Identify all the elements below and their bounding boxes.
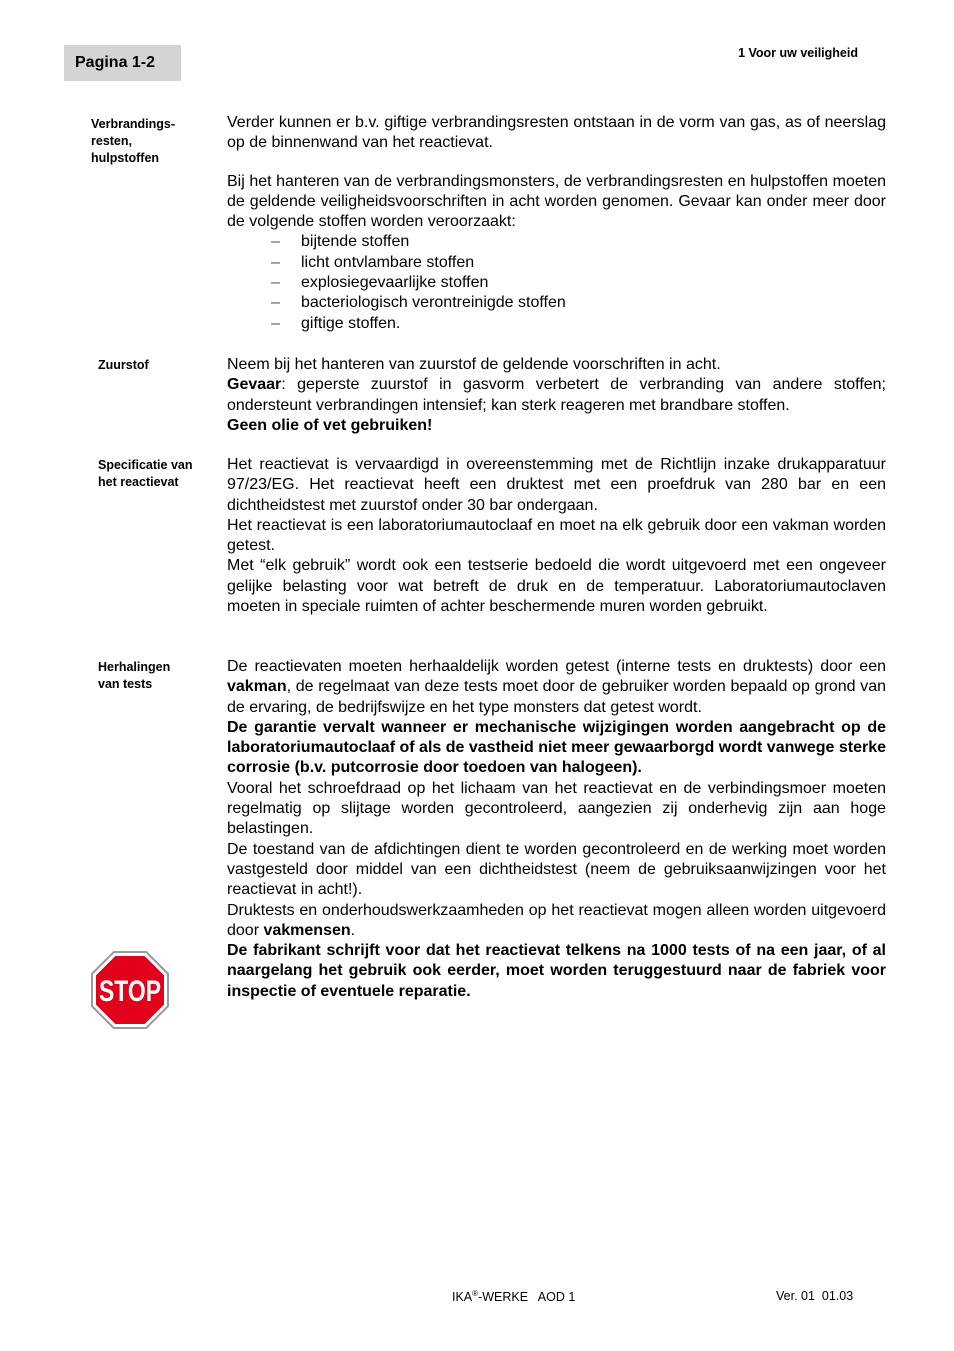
warning-paragraph — [227, 416, 886, 436]
text-run: , de regelmaat van deze tests moet door de gebruiker worden bepaald op grond van de ervaring, de bedrijfswijze en het type monsters dat getest wordt. — [227, 678, 886, 716]
paragraph: Met “elk gebruik” wordt ook een testserie bedoeld die wordt uitgevoerd met een ongeveer gelijke belasting voor wat betreft de druk en de temperatuur. Laboratoriumautoclaven moeten in speciale ruimten of achter beschermende muren worden gebruikt. — [227, 557, 886, 616]
side-label-line: hulpstoffen — [91, 151, 160, 165]
footer-product — [452, 1289, 575, 1304]
side-label-line: het reactievat — [98, 475, 179, 489]
danger-paragraph — [227, 375, 886, 416]
section-zuurstof — [227, 355, 886, 436]
list-item: – bacteriologisch verontreinigde stoffen — [271, 293, 886, 313]
manufacturer-text: De fabrikant schrijft voor dat het reactievat telkens na 1000 tests of na een jaar, of al naargelang het gebruik ook eerder, moet worden teruggestuurd naar de fabriek voor inspectie of eventuele reparatie. — [227, 942, 886, 1000]
warning-text: Geen olie of vet gebruiken! — [227, 416, 433, 434]
paragraph: De toestand van de afdichtingen dient te worden gecontroleerd en de werking moet worden vastgesteld door middel van een dichtheidstest (neem de gebruiksaanwijzingen voor het reactievat in acht!). — [227, 840, 886, 899]
list-item: – explosiegevaarlijke stoffen — [271, 273, 886, 293]
danger-text: : geperste zuurstof in gasvorm verbetert de verbranding van andere stoffen; ondersteunt verbrandingen intensief; kan sterk reageren met brandbare stoffen. — [227, 376, 886, 414]
bold-term: vakmensen — [263, 921, 351, 939]
text-run: De reactievaten moeten herhaaldelijk worden getest (interne tests en druktests) door een — [227, 658, 886, 675]
list-item: – bijtende stoffen — [271, 232, 886, 252]
paragraph: Verder kunnen er b.v. giftige verbrandingsresten ontstaan in de vorm van gas, as of neerslag op de binnenwand van het reactievat. — [227, 114, 886, 152]
side-label-line: Herhalingen — [98, 660, 171, 674]
section-herhalingen — [227, 657, 886, 1002]
list-item: – giftige stoffen. — [271, 314, 886, 334]
danger-label: Gevaar — [227, 376, 282, 394]
footer-version: Ver. 01 01.03 — [776, 1289, 854, 1303]
paragraph: Het reactievat is vervaardigd in overeenstemming met de Richtlijn inzake drukapparatuur 97/23/EG. Het reactievat heeft een druktest met een proefdruk van 280 bar en een dichtheidstest met zuurstof onder 30 bar ondergaan. — [227, 456, 886, 514]
registered-mark: ® — [472, 1289, 479, 1298]
paragraph: Het reactievat is een laboratoriumautoclaaf en moet na elk gebruik door een vakman worden getest. — [227, 516, 886, 555]
side-label-specificatie — [98, 457, 193, 491]
side-label-line: van tests — [98, 677, 153, 691]
manufacturer-paragraph — [227, 941, 886, 1002]
hazard-list — [227, 232, 886, 333]
footer-brand: IKA — [452, 1290, 473, 1305]
section-specificatie — [227, 455, 886, 617]
text-run: . — [350, 921, 356, 939]
bold-term: vakman — [227, 678, 287, 696]
side-label-zuurstof: Zuurstof — [98, 358, 149, 372]
page-label: Pagina 1-2 — [64, 45, 181, 81]
text-run: Druktests en onderhoudswerkzaamheden op het reactievat mogen alleen worden uitgevoerd door — [227, 901, 886, 939]
paragraph: Neem bij het hanteren van zuurstof de geldende voorschriften in acht. — [227, 356, 721, 373]
side-label-verbranding — [91, 116, 175, 167]
section-verbranding — [227, 113, 886, 334]
paragraph: Bij het hanteren van de verbrandingsmonsters, de verbrandingsresten en hulpstoffen moeten de geldende veiligheidsvoorschriften in acht worden genomen. Gevaar kan onder meer door de volgende stoffen worden veroorzaakt: — [227, 172, 886, 231]
side-label-line: resten, — [91, 134, 132, 148]
side-label-herhalingen — [98, 659, 170, 693]
stop-sign-text: STOP — [99, 975, 161, 1008]
list-item: – licht ontvlambare stoffen — [271, 253, 886, 273]
paragraph — [227, 657, 886, 718]
warranty-paragraph — [227, 718, 886, 779]
stop-sign-icon — [90, 950, 170, 1030]
chapter-title: 1 Voor uw veiligheid — [738, 46, 858, 60]
paragraph — [227, 901, 886, 942]
side-label-line: Specificatie van — [98, 458, 193, 472]
footer-product-name: -WERKE AOD 1 — [478, 1290, 576, 1305]
side-label-line: Verbrandings- — [91, 117, 176, 131]
paragraph: Vooral het schroefdraad op het lichaam van het reactievat en de verbindingsmoer moeten regelmatig op slijtage worden gecontroleerd, aangezien zij onderhevig zijn aan hoge belastingen. — [227, 779, 886, 838]
warranty-text: De garantie vervalt wanneer er mechanische wijzigingen worden aangebracht op de laboratoriumautoclaaf of als de vastheid niet meer gewaarborgd wordt vanwege sterke corrosie (b.v. putcorrosie door toedoen van halogeen). — [227, 718, 886, 777]
